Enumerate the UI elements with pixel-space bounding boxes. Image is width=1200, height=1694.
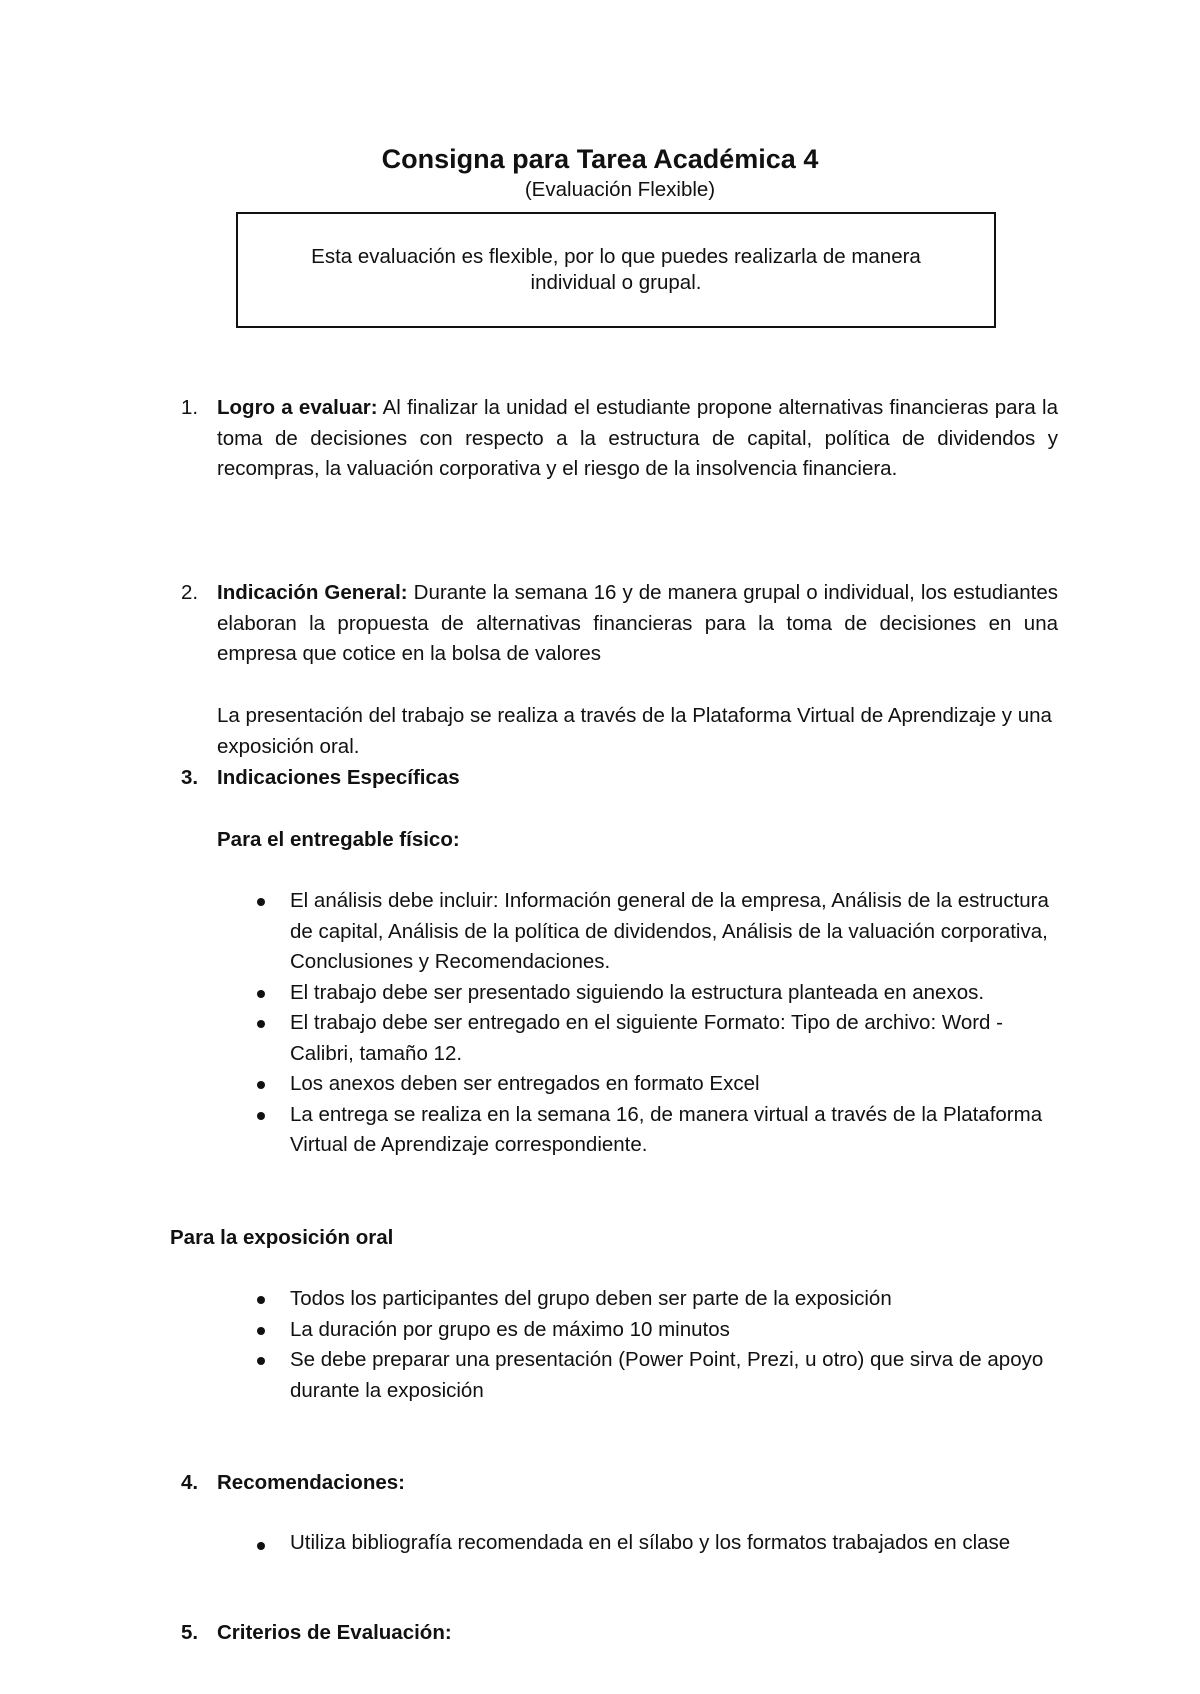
section-5-number: 5.: [181, 1621, 199, 1644]
section-3-number: 3.: [181, 766, 199, 789]
list-item: La entrega se realiza en la semana 16, de manera virtual a través de la Plataforma Virtual de Aprendizaje correspondiente.: [290, 1100, 1070, 1161]
section-2-text: Durante la semana 16 y de manera grupal o individual, los estudiantes elaboran la propuesta de alternativas financieras para la toma de decisiones en una empresa que cotice en la bolsa de valores: [217, 581, 1059, 665]
physical-deliverable-label: Para el entregable físico:: [217, 828, 460, 851]
oral-presentation-list: [290, 1284, 1070, 1406]
physical-deliverable-list: [290, 886, 1070, 1161]
section-1-label: Logro a evaluar:: [217, 396, 378, 419]
flexible-notice-box: [236, 212, 996, 328]
section-1-number: 1.: [181, 396, 199, 419]
document-subtitle: (Evaluación Flexible): [524, 178, 716, 201]
notice-text: Esta evaluación es flexible, por lo que puedes realizarla de manera individual o grupal.: [311, 245, 921, 294]
section-1-text: Al finalizar la unidad el estudiante propone alternativas financieras para la toma de decisiones con respecto a la estructura de capital, política de dividendos y recompras, la valuación corporativa y el riesgo de la insolvencia financiera.: [217, 396, 1058, 480]
list-item: Se debe preparar una presentación (Power Point, Prezi, u otro) que sirva de apoyo durante la exposición: [290, 1345, 1070, 1406]
oral-presentation-label: Para la exposición oral: [170, 1226, 394, 1249]
section-2-label: Indicación General:: [217, 581, 408, 604]
list-item: El trabajo debe ser entregado en el siguiente Formato: Tipo de archivo: Word - Calibri, tamaño 12.: [290, 1008, 1070, 1069]
section-1: [181, 393, 1058, 485]
recommendations-list: [290, 1530, 1070, 1556]
section-2-paragraph-2: La presentación del trabajo se realiza a través de la Plataforma Virtual de Aprendizaje y una exposición oral.: [217, 704, 1052, 758]
physical-deliverable-wrap: [217, 825, 1058, 856]
section-5-heading: [181, 1618, 1058, 1649]
section-4-number: 4.: [181, 1471, 199, 1494]
section-4-heading: [181, 1468, 1058, 1499]
list-item: Todos los participantes del grupo deben ser parte de la exposición: [290, 1284, 1070, 1315]
list-item: El trabajo debe ser presentado siguiendo la estructura planteada en anexos.: [290, 978, 1070, 1009]
section-3-label: Indicaciones Específicas: [217, 766, 460, 789]
section-3-heading: [181, 763, 1058, 794]
section-2-number: 2.: [181, 581, 199, 604]
section-4-label: Recomendaciones:: [217, 1471, 405, 1494]
section-2: [181, 578, 1059, 670]
section-5-label: Criterios de Evaluación:: [217, 1621, 452, 1644]
list-item: Utiliza bibliografía recomendada en el sílabo y los formatos trabajados en clase: [290, 1530, 1070, 1556]
list-item: La duración por grupo es de máximo 10 minutos: [290, 1315, 1070, 1346]
list-item: El análisis debe incluir: Información general de la empresa, Análisis de la estructura de capital, Análisis de la política de dividendos, Análisis de la valuación corporativa, Conclusiones y Recomendaciones.: [290, 886, 1070, 978]
list-item: Los anexos deben ser entregados en formato Excel: [290, 1069, 1070, 1100]
document-title: Consigna para Tarea Académica 4: [381, 144, 819, 174]
